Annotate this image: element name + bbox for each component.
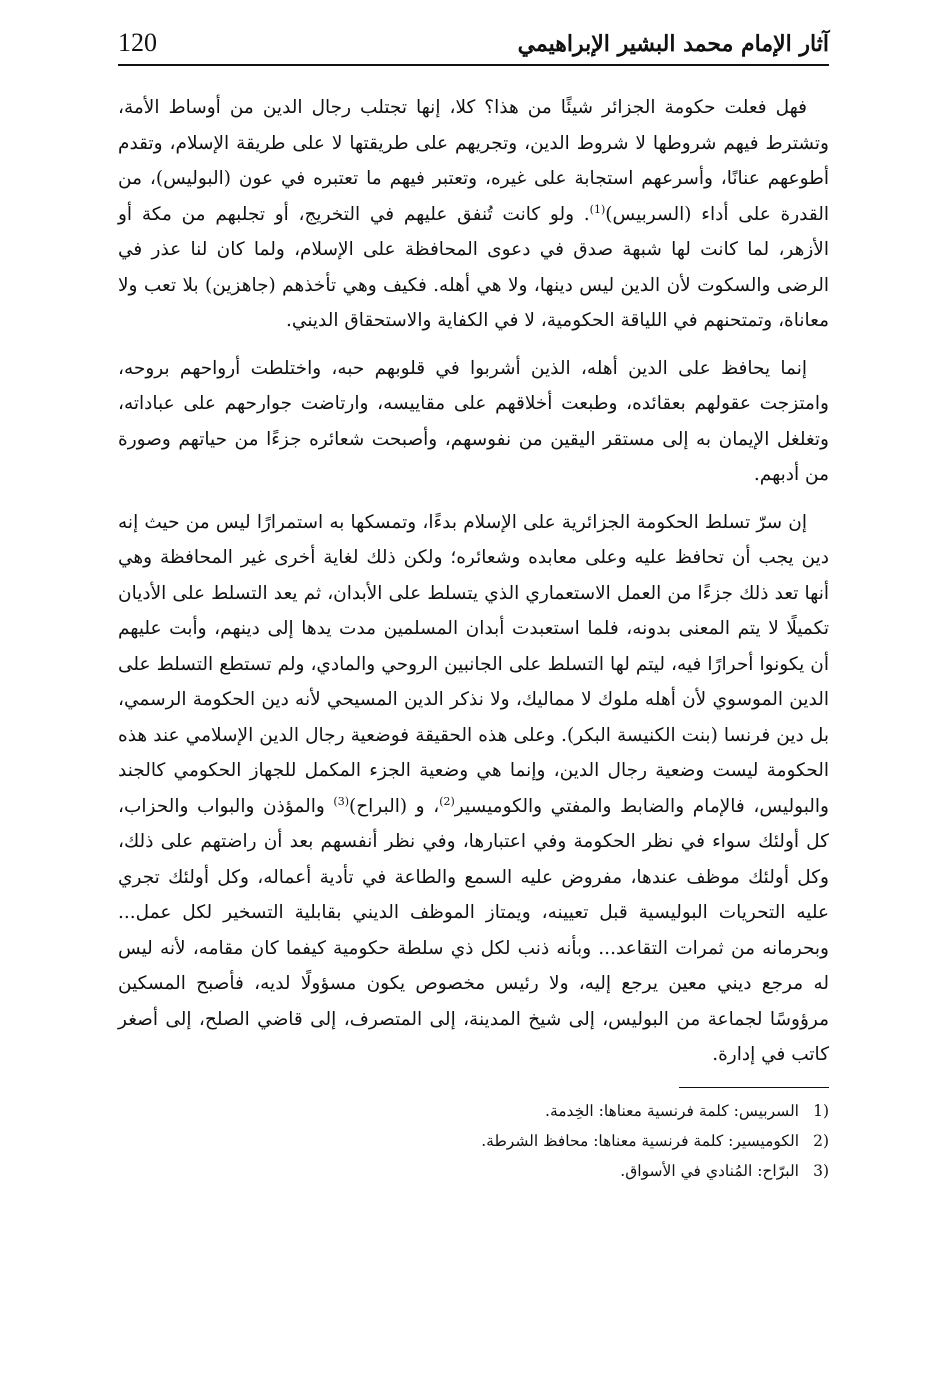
footnotes bbox=[118, 1096, 829, 1186]
footnote-item bbox=[118, 1126, 829, 1156]
paragraph-2 bbox=[118, 351, 829, 493]
paragraph-text: فهل فعلت حكومة الجزائر شيئًا من هذا؟ كلا، إنها تجتلب رجال الدين من أوساط الأمة، وتشترط فيهم شروطها لا شروط الدين، وتجريهم على طريقتها لا على طريقة الإسلام، وتقدم أطوعهم عنانًا، وأسرعهم استجابة على غيره، وتعتبر فيهم ما تعتبره في عون (البوليس)، من القدرة على أداء (السربيس) bbox=[118, 97, 829, 225]
main-text bbox=[118, 90, 829, 1073]
footnote-item bbox=[118, 1156, 829, 1186]
footnote-ref-2: (2) bbox=[439, 794, 455, 808]
paragraph-text-cont: . ولو كانت تُنفق عليهم في التخريج، أو تجلبهم من مكة أو الأزهر، لما كانت لها شبهة صدق في دعوى المحافظة على الإسلام، ولما كان لنا عذر في الرضى والسكوت لأن الدين ليس دينها، ولا هي أهله. فكيف وهي تأخذهم (جاهزين) بلا تعب ولا معاناة، وتمتحنهم في اللياقة الحكومية، لا في الكفاية والاستحقاق الديني. bbox=[118, 203, 829, 331]
footnote-number: 1) bbox=[813, 1101, 829, 1120]
footnote-number: 2) bbox=[813, 1131, 829, 1150]
footnote-divider bbox=[679, 1087, 829, 1088]
paragraph-text: إنما يحافظ على الدين أهله، الذين أشربوا في قلوبهم حبه، واختلطت أرواحهم بروحه، وامتزجت عقولهم بعقائده، وطبعت أخلاقهم على مقاييسه، وارتاضت جوارحهم على عباداته، وتغلغل الإيمان به إلى مستقر اليقين من نفوسهم، وأصبحت شعائره جزءًا من حياتهم وصورة من أدبهم. bbox=[118, 357, 829, 485]
paragraph-1 bbox=[118, 90, 829, 339]
footnote-number: 3) bbox=[813, 1161, 829, 1180]
footnote-text: الكوميسير: كلمة فرنسية معناها: محافظ الشرطة. bbox=[481, 1131, 799, 1150]
paragraph-3 bbox=[118, 505, 829, 1073]
paragraph-text: إن سرّ تسلط الحكومة الجزائرية على الإسلام بدءًا، وتمسكها به استمرارًا ليس من حيث إنه دين يجب أن تحافظ عليه وعلى معابده وشعائره؛ ولكن ذلك لغاية أخرى غير المحافظة وهي أنها تعد ذلك جزءًا من العمل الاستعماري الذي يتسلط على الأبدان، ثم يعد التسلط على الأديان تكميلًا لا يتم المعنى بدونه، فلما استعبدت أبدان المسلمين مدت يدها إلى دينهم، وأبت عليهم أن يكونوا أحرارًا فيه، ليتم لها التسلط على الجانبين الروحي والمادي، ولم تستطع التسلط على الدين الموسوي لأن أهله ملوك لا مماليك، ولا نذكر الدين المسيحي لأنه دين الحكومة الرسمي، بل دين فرنسا (بنت الكنيسة البكر). وعلى هذه الحقيقة فوضعية رجال الدين الإسلامي عند هذه الحكومة ليست وضعية رجال الدين، وإنما هي وضعية الجزء المكمل للجهاز الحكومي كالجند والبوليس، فالإمام والضابط والمفتي والكوميسير bbox=[118, 511, 829, 817]
page-header bbox=[118, 28, 829, 66]
footnote-ref-3: (3) bbox=[333, 794, 349, 808]
running-title: آثار الإمام محمد البشير الإبراهيمي bbox=[517, 31, 829, 57]
footnote-ref-1: (1) bbox=[589, 202, 606, 216]
footnote-text: السربيس: كلمة فرنسية معناها: الخِدمة. bbox=[545, 1101, 799, 1120]
footnote-item bbox=[118, 1096, 829, 1126]
paragraph-text-cont: ، و (البراح) bbox=[348, 795, 440, 817]
page-number: 120 bbox=[118, 28, 157, 57]
paragraph-text-cont: والمؤذن والبواب والحزاب، كل أولئك سواء في نظر الحكومة وفي اعتبارها، وفي نظر أنفسهم بعد أن راضتهم على ذلك، وكل أولئك موظف عندها، مفروض عليه السمع والطاعة في تأدية أعماله، وكل أولئك تجري عليه التحريات البوليسية قبل تعيينه، ويمتاز الموظف الديني بقابلية التسخير لكل عمل... وبحرمانه من ثمرات التقاعد... وبأنه ذنب لكل ذي سلطة حكومية كيفما كان مقامه، لأنه ليس له مرجع ديني معين يرجع إليه، ولا رئيس مخصوص يكون مسؤولًا لديه، فأصبح المسكين مرؤوسًا لجماعة من البوليس، إلى شيخ المدينة، إلى المتصرف، إلى قاضي الصلح، إلى أصغر كاتب في إدارة. bbox=[118, 795, 829, 1065]
footnote-text: البرّاح: المُنادي في الأسواق. bbox=[620, 1161, 799, 1180]
